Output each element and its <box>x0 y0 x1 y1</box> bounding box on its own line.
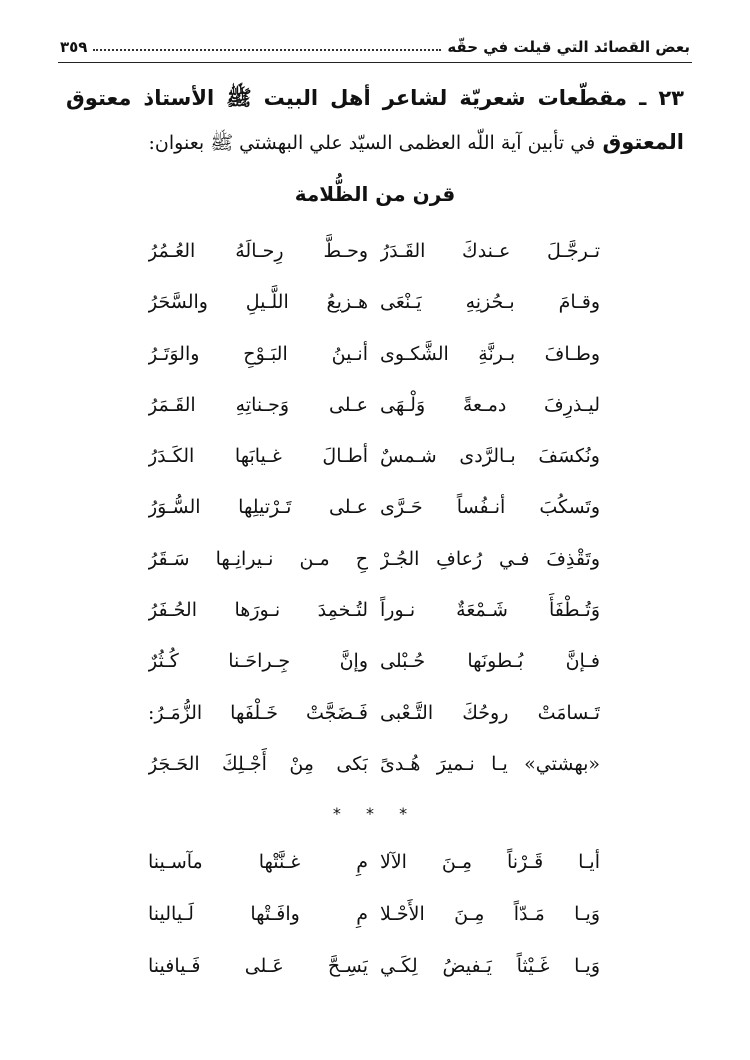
verse-first-hemistich: تَـسامَتْ روحُكَ التَّـعْبى <box>380 701 600 724</box>
verse-first-hemistich: وقـامَ بـحُزنِهِ يَـنْعَى <box>380 291 600 314</box>
stanza-separator: * * * <box>332 804 418 823</box>
verse-second-hemistich: وإنَّ جِـراحَـنا كُـثُرٌ <box>148 650 368 673</box>
verse <box>0 636 750 687</box>
verse <box>0 329 750 380</box>
verse-second-hemistich: بَكى مِنْ أَجْـلِكَ الحَـجَرُ <box>148 752 368 775</box>
verse-first-hemistich: ليـذرِفَ دمـعةً وَلْـهَى <box>380 393 600 416</box>
verse-second-hemistich: مِ غـنَّتْها مآسـينا <box>148 851 368 873</box>
verse <box>0 739 750 790</box>
header-dot-leader <box>93 49 441 51</box>
verse <box>0 940 750 992</box>
verse-second-hemistich: أطـالَ غـيابَها الكَـدَرُ <box>148 445 368 468</box>
page-number: ٣٥٩ <box>60 38 88 56</box>
running-title: بعض القصائد التي قيلت في حقّه <box>447 38 690 56</box>
verse <box>0 836 750 888</box>
verse-second-hemistich: عـلى تَـرْتيلِها السُّـوَرُ <box>148 496 368 519</box>
header-rule <box>58 62 692 63</box>
poem-verses-second-part <box>0 836 750 992</box>
verse <box>0 226 750 277</box>
verse <box>0 534 750 585</box>
verse-first-hemistich: وتَسكُبَ أنـفُساً حَـرَّى <box>380 496 600 519</box>
verse-first-hemistich: وَيـا مَـدّاً مِـنَ الأَحْـلا <box>380 903 600 925</box>
verse-first-hemistich: أيـا قَـرْناً مِـنَ الآلا <box>380 851 600 873</box>
running-header <box>60 34 690 60</box>
section-heading <box>66 76 684 165</box>
verse-first-hemistich: وَتُـطْفَأَ شَـمْعَةٌ نـوراً <box>380 599 600 622</box>
verse-second-hemistich: أنـينُ البَـوْحِ والوَتَـرُ <box>148 342 368 365</box>
verse-first-hemistich: تـرجَّـلَ عـندكَ القَـدَرُ <box>380 240 600 262</box>
section-intro: في تأبين آية اللّه العظمى السيّد علي البهشتي ﷺ بعنوان: <box>148 132 596 154</box>
verse-first-hemistich: «بهشتي» يـا نـميرَ هُـدىً <box>380 752 600 775</box>
verse-first-hemistich: ونُكسَفَ بـالرَّدى شـمسٌ <box>380 445 600 468</box>
verse-first-hemistich: فـإنَّ بُـطونَها حُـبْلى <box>380 650 600 673</box>
verse <box>0 380 750 431</box>
poem-title: قرن من الظُّلامة <box>294 182 456 206</box>
verse <box>0 585 750 636</box>
verse-second-hemistich: فَـضَجَّتْ خَـلْفَها الزُّمَـرُ: <box>148 701 368 724</box>
verse <box>0 431 750 482</box>
verse-first-hemistich: وتَقْذِفَ فـي رُعافِ الجُـرْ <box>380 547 600 570</box>
verse-second-hemistich: لتُـخمِدَ نـورَها الحُـفَرُ <box>148 599 368 622</box>
verse-first-hemistich: وَيـا غَـيْثاً يَـفيضُ لِكَـي <box>380 955 600 977</box>
poem-verses <box>0 226 750 790</box>
verse <box>0 277 750 328</box>
verse <box>0 688 750 739</box>
verse-second-hemistich: يَسِـحَّ عَـلى فَـيافينا <box>148 955 368 977</box>
verse-second-hemistich: حِ مـن نـيرانِـها سَـقَرُ <box>148 547 368 570</box>
verse-second-hemistich: مِ وافَـتْها لَـيالينا <box>148 903 368 925</box>
verse <box>0 482 750 533</box>
verse-second-hemistich: هـزيعُ اللَّـيلِ والسَّحَرُ <box>148 291 368 314</box>
verse-first-hemistich: وطـافَ بـرنَّةِ الشَّكـوى <box>380 342 600 365</box>
section-heading-text: ٢٣ ـ مقطّعات شعريّة لشاعر أهل البيت ﷺ الأستاذ معتوق المعتوق <box>66 86 684 154</box>
verse-second-hemistich: عـلى وَجـناتِهِ القَـمَرُ <box>148 393 368 416</box>
verse <box>0 888 750 940</box>
verse-second-hemistich: وحـطَّ رِحـالَهُ العُـمُرُ <box>148 240 368 262</box>
